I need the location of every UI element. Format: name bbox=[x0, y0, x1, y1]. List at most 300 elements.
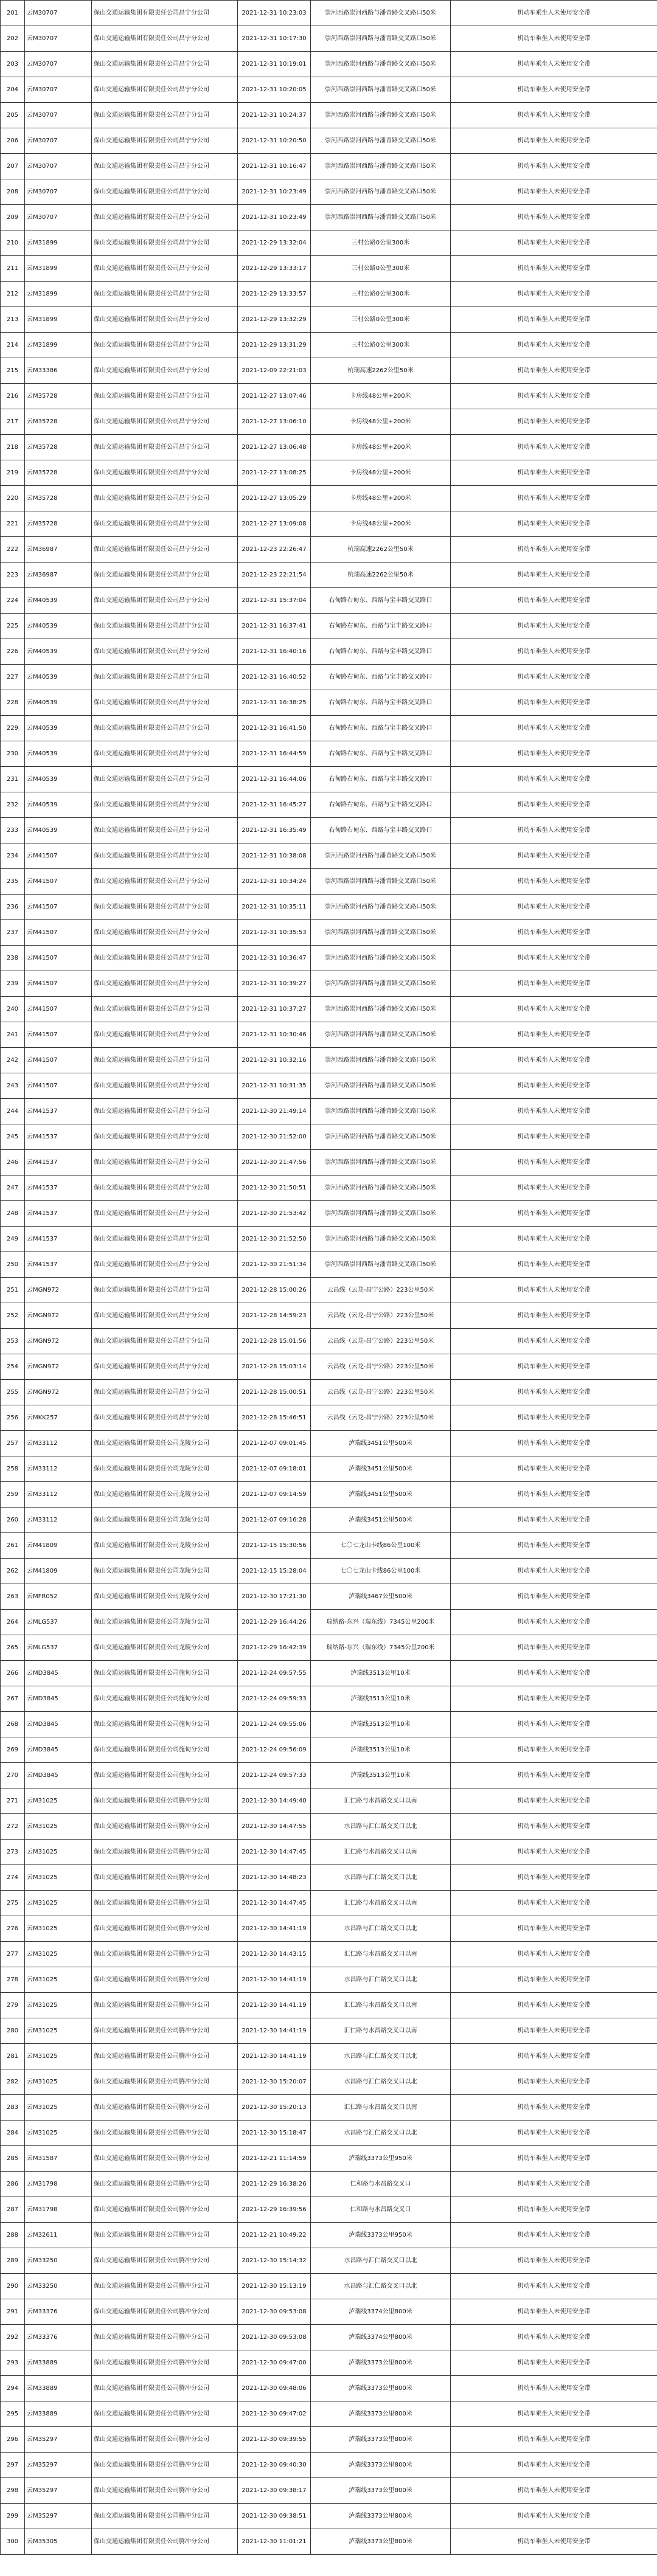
table-row bbox=[1, 639, 657, 665]
cell-location: 云昌线（云龙-昌宁公路）223公里50米 bbox=[311, 1278, 451, 1303]
cell-company: 保山交通运输集团有限责任公司腾冲分公司 bbox=[92, 2044, 238, 2069]
cell-violation-type: 机动车乘坐人未使用安全带 bbox=[451, 1099, 657, 1124]
table-row bbox=[1, 895, 657, 920]
cell-violation-type: 机动车乘坐人未使用安全带 bbox=[451, 2248, 657, 2274]
cell-company: 保山交通运输集团有限责任公司昌宁分公司 bbox=[92, 358, 238, 384]
cell-location: 右甸路右甸东、西路与宝丰路交叉路口 bbox=[311, 716, 451, 741]
cell-violation-time: 2021-12-31 10:35:53 bbox=[238, 920, 311, 946]
cell-company: 保山交通运输集团有限责任公司腾冲分公司 bbox=[92, 2248, 238, 2274]
cell-violation-type: 机动车乘坐人未使用安全带 bbox=[451, 1840, 657, 1865]
table-row bbox=[1, 1278, 657, 1303]
cell-violation-type: 机动车乘坐人未使用安全带 bbox=[451, 2146, 657, 2172]
cell-plate-number: 云M41537 bbox=[25, 1175, 92, 1201]
table-row bbox=[1, 333, 657, 358]
cell-company: 保山交通运输集团有限责任公司昌宁分公司 bbox=[92, 435, 238, 460]
cell-plate-number: 云M40539 bbox=[25, 588, 92, 614]
cell-violation-type: 机动车乘坐人未使用安全带 bbox=[451, 1227, 657, 1252]
table-row bbox=[1, 1942, 657, 1967]
cell-plate-number: 云M41507 bbox=[25, 997, 92, 1022]
cell-company: 保山交通运输集团有限责任公司龙陵分公司 bbox=[92, 1508, 238, 1533]
table-row bbox=[1, 1456, 657, 1482]
cell-location: 崇河西路崇河西路与潘青路交叉路口50米 bbox=[311, 997, 451, 1022]
cell-violation-type: 机动车乘坐人未使用安全带 bbox=[451, 384, 657, 409]
cell-plate-number: 云M40539 bbox=[25, 690, 92, 716]
cell-violation-time: 2021-12-28 15:01:56 bbox=[238, 1329, 311, 1354]
cell-company: 保山交通运输集团有限责任公司昌宁分公司 bbox=[92, 486, 238, 511]
cell-violation-time: 2021-12-28 15:03:14 bbox=[238, 1354, 311, 1380]
cell-index: 231 bbox=[1, 767, 25, 792]
cell-company: 保山交通运输集团有限责任公司昌宁分公司 bbox=[92, 1201, 238, 1227]
cell-company: 保山交通运输集团有限责任公司腾冲分公司 bbox=[92, 2121, 238, 2146]
cell-violation-type: 机动车乘坐人未使用安全带 bbox=[451, 1635, 657, 1661]
cell-company: 保山交通运输集团有限责任公司昌宁分公司 bbox=[92, 1124, 238, 1150]
cell-plate-number: 云M31025 bbox=[25, 2069, 92, 2095]
table-row bbox=[1, 2325, 657, 2350]
cell-index: 297 bbox=[1, 2453, 25, 2478]
cell-violation-time: 2021-12-31 16:37:41 bbox=[238, 614, 311, 639]
cell-plate-number: 云M32611 bbox=[25, 2223, 92, 2248]
table-row bbox=[1, 1967, 657, 1993]
cell-violation-type: 机动车乘坐人未使用安全带 bbox=[451, 103, 657, 128]
cell-location: 七〇七龙山卡线86公里100米 bbox=[311, 1559, 451, 1584]
table-row bbox=[1, 665, 657, 690]
cell-plate-number: 云M40539 bbox=[25, 741, 92, 767]
table-row bbox=[1, 1508, 657, 1533]
cell-index: 261 bbox=[1, 1533, 25, 1559]
cell-company: 保山交通运输集团有限责任公司昌宁分公司 bbox=[92, 1354, 238, 1380]
cell-plate-number: 云M30707 bbox=[25, 77, 92, 103]
cell-plate-number: 云M35297 bbox=[25, 2478, 92, 2504]
cell-violation-time: 2021-12-30 09:38:51 bbox=[238, 2504, 311, 2529]
cell-violation-type: 机动车乘坐人未使用安全带 bbox=[451, 614, 657, 639]
cell-location: 泸瑞线3451公里500米 bbox=[311, 1508, 451, 1533]
table-row bbox=[1, 1201, 657, 1227]
cell-plate-number: 云M31025 bbox=[25, 2018, 92, 2044]
cell-violation-time: 2021-12-23 22:21:54 bbox=[238, 563, 311, 588]
cell-violation-time: 2021-12-24 09:57:33 bbox=[238, 1763, 311, 1788]
cell-company: 保山交通运输集团有限责任公司昌宁分公司 bbox=[92, 26, 238, 52]
cell-plate-number: 云M41537 bbox=[25, 1252, 92, 1278]
cell-plate-number: 云M41809 bbox=[25, 1533, 92, 1559]
cell-index: 258 bbox=[1, 1456, 25, 1482]
cell-company: 保山交通运输集团有限责任公司昌宁分公司 bbox=[92, 741, 238, 767]
cell-violation-time: 2021-12-31 10:23:49 bbox=[238, 205, 311, 230]
cell-company: 保山交通运输集团有限责任公司昌宁分公司 bbox=[92, 1048, 238, 1073]
cell-plate-number: 云MD3845 bbox=[25, 1686, 92, 1712]
cell-company: 保山交通运输集团有限责任公司腾冲分公司 bbox=[92, 1942, 238, 1967]
cell-violation-time: 2021-12-31 16:40:52 bbox=[238, 665, 311, 690]
cell-index: 281 bbox=[1, 2044, 25, 2069]
cell-plate-number: 云M31025 bbox=[25, 2044, 92, 2069]
cell-location: 右甸路右甸东、西路与宝丰路交叉路口 bbox=[311, 741, 451, 767]
cell-violation-time: 2021-12-30 14:47:45 bbox=[238, 1840, 311, 1865]
cell-location: 卡房线48公里+200米 bbox=[311, 511, 451, 537]
cell-location: 右甸路右甸东、西路与宝丰路交叉路口 bbox=[311, 614, 451, 639]
cell-violation-type: 机动车乘坐人未使用安全带 bbox=[451, 2376, 657, 2401]
cell-index: 220 bbox=[1, 486, 25, 511]
cell-index: 243 bbox=[1, 1073, 25, 1099]
cell-company: 保山交通运输集团有限责任公司昌宁分公司 bbox=[92, 1, 238, 26]
cell-violation-time: 2021-12-31 16:41:50 bbox=[238, 716, 311, 741]
table-row bbox=[1, 1916, 657, 1942]
cell-violation-type: 机动车乘坐人未使用安全带 bbox=[451, 1380, 657, 1405]
cell-index: 262 bbox=[1, 1559, 25, 1584]
cell-company: 保山交通运输集团有限责任公司腾冲分公司 bbox=[92, 2172, 238, 2197]
cell-violation-time: 2021-12-09 22:21:03 bbox=[238, 358, 311, 384]
cell-violation-time: 2021-12-07 09:16:28 bbox=[238, 1508, 311, 1533]
cell-index: 288 bbox=[1, 2223, 25, 2248]
cell-index: 224 bbox=[1, 588, 25, 614]
cell-location: 仁和路与水昌路交叉口 bbox=[311, 2197, 451, 2223]
table-row bbox=[1, 1252, 657, 1278]
table-row bbox=[1, 1099, 657, 1124]
table-row bbox=[1, 154, 657, 179]
cell-violation-time: 2021-12-31 10:39:27 bbox=[238, 971, 311, 997]
cell-plate-number: 云M40539 bbox=[25, 716, 92, 741]
cell-company: 保山交通运输集团有限责任公司腾冲分公司 bbox=[92, 1814, 238, 1840]
cell-plate-number: 云M41507 bbox=[25, 946, 92, 971]
cell-violation-type: 机动车乘坐人未使用安全带 bbox=[451, 537, 657, 563]
cell-index: 269 bbox=[1, 1737, 25, 1763]
cell-violation-time: 2021-12-31 10:34:24 bbox=[238, 869, 311, 895]
cell-violation-time: 2021-12-30 09:53:08 bbox=[238, 2325, 311, 2350]
cell-violation-type: 机动车乘坐人未使用安全带 bbox=[451, 690, 657, 716]
cell-company: 保山交通运输集团有限责任公司腾冲分公司 bbox=[92, 2069, 238, 2095]
cell-violation-time: 2021-12-30 09:47:00 bbox=[238, 2350, 311, 2376]
cell-violation-type: 机动车乘坐人未使用安全带 bbox=[451, 869, 657, 895]
cell-violation-type: 机动车乘坐人未使用安全带 bbox=[451, 486, 657, 511]
cell-index: 267 bbox=[1, 1686, 25, 1712]
table-row bbox=[1, 205, 657, 230]
cell-company: 保山交通运输集团有限责任公司龙陵分公司 bbox=[92, 1584, 238, 1610]
cell-violation-time: 2021-12-30 09:39:55 bbox=[238, 2427, 311, 2453]
cell-violation-time: 2021-12-24 09:59:33 bbox=[238, 1686, 311, 1712]
table-row bbox=[1, 1354, 657, 1380]
cell-index: 273 bbox=[1, 1840, 25, 1865]
table-row bbox=[1, 2197, 657, 2223]
cell-violation-type: 机动车乘坐人未使用安全带 bbox=[451, 1201, 657, 1227]
cell-company: 保山交通运输集团有限责任公司昌宁分公司 bbox=[92, 946, 238, 971]
cell-index: 257 bbox=[1, 1431, 25, 1456]
cell-violation-time: 2021-12-07 09:18:01 bbox=[238, 1456, 311, 1482]
table-row bbox=[1, 1380, 657, 1405]
cell-company: 保山交通运输集团有限责任公司昌宁分公司 bbox=[92, 869, 238, 895]
cell-plate-number: 云M30707 bbox=[25, 154, 92, 179]
cell-company: 保山交通运输集团有限责任公司腾冲分公司 bbox=[92, 2274, 238, 2299]
cell-company: 保山交通运输集团有限责任公司昌宁分公司 bbox=[92, 307, 238, 333]
cell-violation-time: 2021-12-30 14:47:55 bbox=[238, 1814, 311, 1840]
table-row bbox=[1, 818, 657, 843]
cell-company: 保山交通运输集团有限责任公司腾冲分公司 bbox=[92, 2018, 238, 2044]
cell-index: 259 bbox=[1, 1482, 25, 1508]
cell-plate-number: 云M31899 bbox=[25, 307, 92, 333]
table-row bbox=[1, 2299, 657, 2325]
table-row bbox=[1, 767, 657, 792]
cell-violation-type: 机动车乘坐人未使用安全带 bbox=[451, 154, 657, 179]
cell-violation-type: 机动车乘坐人未使用安全带 bbox=[451, 767, 657, 792]
cell-company: 保山交通运输集团有限责任公司昌宁分公司 bbox=[92, 1150, 238, 1175]
cell-plate-number: 云M30707 bbox=[25, 52, 92, 77]
table-row bbox=[1, 26, 657, 52]
cell-company: 保山交通运输集团有限责任公司昌宁分公司 bbox=[92, 1099, 238, 1124]
cell-plate-number: 云M31899 bbox=[25, 230, 92, 256]
cell-violation-type: 机动车乘坐人未使用安全带 bbox=[451, 52, 657, 77]
cell-plate-number: 云M41507 bbox=[25, 1073, 92, 1099]
table-row bbox=[1, 511, 657, 537]
cell-violation-type: 机动车乘坐人未使用安全带 bbox=[451, 665, 657, 690]
cell-index: 266 bbox=[1, 1661, 25, 1686]
table-row bbox=[1, 1635, 657, 1661]
cell-violation-type: 机动车乘坐人未使用安全带 bbox=[451, 1788, 657, 1814]
table-row bbox=[1, 1048, 657, 1073]
cell-plate-number: 云MD3845 bbox=[25, 1712, 92, 1737]
cell-index: 216 bbox=[1, 384, 25, 409]
cell-index: 268 bbox=[1, 1712, 25, 1737]
cell-location: 卡房线48公里+200米 bbox=[311, 384, 451, 409]
cell-index: 204 bbox=[1, 77, 25, 103]
cell-violation-time: 2021-12-27 13:09:08 bbox=[238, 511, 311, 537]
cell-index: 296 bbox=[1, 2427, 25, 2453]
cell-location: 泸瑞线3513公里10米 bbox=[311, 1712, 451, 1737]
cell-index: 219 bbox=[1, 460, 25, 486]
cell-location: 卡房线48公里+200米 bbox=[311, 486, 451, 511]
table-row bbox=[1, 690, 657, 716]
cell-location: 泸瑞线3467公里500米 bbox=[311, 1584, 451, 1610]
cell-violation-type: 机动车乘坐人未使用安全带 bbox=[451, 2044, 657, 2069]
cell-violation-time: 2021-12-28 15:00:26 bbox=[238, 1278, 311, 1303]
cell-company: 保山交通运输集团有限责任公司昌宁分公司 bbox=[92, 843, 238, 869]
table-row bbox=[1, 307, 657, 333]
cell-location: 卡房线48公里+200米 bbox=[311, 460, 451, 486]
cell-violation-time: 2021-12-29 16:44:26 bbox=[238, 1610, 311, 1635]
cell-violation-type: 机动车乘坐人未使用安全带 bbox=[451, 920, 657, 946]
cell-violation-type: 机动车乘坐人未使用安全带 bbox=[451, 1303, 657, 1329]
cell-company: 保山交通运输集团有限责任公司昌宁分公司 bbox=[92, 920, 238, 946]
cell-violation-type: 机动车乘坐人未使用安全带 bbox=[451, 435, 657, 460]
cell-location: 崇河西路崇河西路与潘青路交叉路口50米 bbox=[311, 1227, 451, 1252]
cell-location: 崇河西路崇河西路与潘青路交叉路口50米 bbox=[311, 1099, 451, 1124]
cell-violation-type: 机动车乘坐人未使用安全带 bbox=[451, 358, 657, 384]
cell-violation-type: 机动车乘坐人未使用安全带 bbox=[451, 997, 657, 1022]
cell-violation-time: 2021-12-31 10:36:47 bbox=[238, 946, 311, 971]
cell-company: 保山交通运输集团有限责任公司施甸分公司 bbox=[92, 1661, 238, 1686]
cell-plate-number: 云M31899 bbox=[25, 256, 92, 282]
cell-plate-number: 云M41537 bbox=[25, 1124, 92, 1150]
cell-location: 泸瑞线3374公里800米 bbox=[311, 2325, 451, 2350]
cell-plate-number: 云M35728 bbox=[25, 384, 92, 409]
cell-violation-type: 机动车乘坐人未使用安全带 bbox=[451, 1993, 657, 2018]
cell-index: 208 bbox=[1, 179, 25, 205]
cell-company: 保山交通运输集团有限责任公司昌宁分公司 bbox=[92, 895, 238, 920]
cell-location: 崇河西路崇河西路与潘青路交叉路口50米 bbox=[311, 52, 451, 77]
cell-company: 保山交通运输集团有限责任公司施甸分公司 bbox=[92, 1712, 238, 1737]
cell-violation-type: 机动车乘坐人未使用安全带 bbox=[451, 1712, 657, 1737]
cell-violation-type: 机动车乘坐人未使用安全带 bbox=[451, 1508, 657, 1533]
cell-index: 209 bbox=[1, 205, 25, 230]
cell-index: 285 bbox=[1, 2146, 25, 2172]
cell-location: 三村公路0公里300米 bbox=[311, 333, 451, 358]
cell-location: 崇河西路崇河西路与潘青路交叉路口50米 bbox=[311, 128, 451, 154]
cell-index: 227 bbox=[1, 665, 25, 690]
cell-location: 汇仁路与水昌路交叉口以南 bbox=[311, 2018, 451, 2044]
cell-plate-number: 云M35297 bbox=[25, 2427, 92, 2453]
cell-company: 保山交通运输集团有限责任公司昌宁分公司 bbox=[92, 1303, 238, 1329]
cell-location: 右甸路右甸东、西路与宝丰路交叉路口 bbox=[311, 588, 451, 614]
cell-index: 251 bbox=[1, 1278, 25, 1303]
cell-index: 254 bbox=[1, 1354, 25, 1380]
cell-index: 223 bbox=[1, 563, 25, 588]
cell-index: 217 bbox=[1, 409, 25, 435]
cell-company: 保山交通运输集团有限责任公司昌宁分公司 bbox=[92, 1252, 238, 1278]
table-row bbox=[1, 2453, 657, 2478]
table-body bbox=[1, 1, 657, 2555]
table-row bbox=[1, 1814, 657, 1840]
table-row bbox=[1, 103, 657, 128]
cell-index: 276 bbox=[1, 1916, 25, 1942]
cell-violation-time: 2021-12-15 15:30:56 bbox=[238, 1533, 311, 1559]
cell-index: 221 bbox=[1, 511, 25, 537]
cell-violation-type: 机动车乘坐人未使用安全带 bbox=[451, 1916, 657, 1942]
table-row bbox=[1, 2248, 657, 2274]
table-row bbox=[1, 2478, 657, 2504]
cell-violation-time: 2021-12-31 16:44:59 bbox=[238, 741, 311, 767]
cell-plate-number: 云M35297 bbox=[25, 2453, 92, 2478]
cell-company: 保山交通运输集团有限责任公司腾冲分公司 bbox=[92, 2478, 238, 2504]
cell-index: 292 bbox=[1, 2325, 25, 2350]
table-row bbox=[1, 409, 657, 435]
cell-plate-number: 云M33376 bbox=[25, 2325, 92, 2350]
cell-index: 203 bbox=[1, 52, 25, 77]
cell-violation-time: 2021-12-29 16:38:26 bbox=[238, 2172, 311, 2197]
cell-index: 282 bbox=[1, 2069, 25, 2095]
table-row bbox=[1, 1891, 657, 1916]
cell-location: 泸瑞线3451公里500米 bbox=[311, 1482, 451, 1508]
cell-index: 286 bbox=[1, 2172, 25, 2197]
cell-violation-type: 机动车乘坐人未使用安全带 bbox=[451, 1278, 657, 1303]
table-row bbox=[1, 1482, 657, 1508]
cell-violation-type: 机动车乘坐人未使用安全带 bbox=[451, 1150, 657, 1175]
cell-violation-time: 2021-12-29 16:39:56 bbox=[238, 2197, 311, 2223]
cell-violation-time: 2021-12-31 10:23:49 bbox=[238, 179, 311, 205]
cell-plate-number: 云M31899 bbox=[25, 333, 92, 358]
table-row bbox=[1, 486, 657, 511]
cell-violation-time: 2021-12-15 15:28:04 bbox=[238, 1559, 311, 1584]
cell-violation-time: 2021-12-30 21:51:34 bbox=[238, 1252, 311, 1278]
cell-violation-type: 机动车乘坐人未使用安全带 bbox=[451, 1354, 657, 1380]
cell-index: 289 bbox=[1, 2248, 25, 2274]
cell-location: 瑞纳路-东兴（瑞东线）7345公里200米 bbox=[311, 1610, 451, 1635]
cell-location: 崇河西路崇河西路与潘青路交叉路口50米 bbox=[311, 1124, 451, 1150]
cell-violation-type: 机动车乘坐人未使用安全带 bbox=[451, 1737, 657, 1763]
cell-violation-time: 2021-12-30 15:18:47 bbox=[238, 2121, 311, 2146]
cell-location: 泸瑞线3374公里800米 bbox=[311, 2299, 451, 2325]
cell-index: 228 bbox=[1, 690, 25, 716]
cell-location: 崇河西路崇河西路与潘青路交叉路口50米 bbox=[311, 920, 451, 946]
table-row bbox=[1, 1993, 657, 2018]
cell-violation-time: 2021-12-31 10:38:08 bbox=[238, 843, 311, 869]
cell-index: 277 bbox=[1, 1942, 25, 1967]
cell-plate-number: 云M35728 bbox=[25, 486, 92, 511]
cell-plate-number: 云M40539 bbox=[25, 639, 92, 665]
cell-plate-number: 云M31025 bbox=[25, 2121, 92, 2146]
cell-location: 崇河西路崇河西路与潘青路交叉路口50米 bbox=[311, 895, 451, 920]
cell-location: 水昌路与汇仁路交叉口以北 bbox=[311, 2044, 451, 2069]
cell-company: 保山交通运输集团有限责任公司龙陵分公司 bbox=[92, 1559, 238, 1584]
cell-location: 崇河西路崇河西路与潘青路交叉路口50米 bbox=[311, 1150, 451, 1175]
table-row bbox=[1, 997, 657, 1022]
cell-violation-time: 2021-12-23 22:26:47 bbox=[238, 537, 311, 563]
cell-plate-number: 云M31587 bbox=[25, 2146, 92, 2172]
cell-company: 保山交通运输集团有限责任公司昌宁分公司 bbox=[92, 282, 238, 307]
cell-location: 水昌路与汇仁路交叉口以北 bbox=[311, 2248, 451, 2274]
table-row bbox=[1, 128, 657, 154]
cell-plate-number: 云M31025 bbox=[25, 1967, 92, 1993]
table-row bbox=[1, 2018, 657, 2044]
cell-company: 保山交通运输集团有限责任公司龙陵分公司 bbox=[92, 1533, 238, 1559]
cell-violation-type: 机动车乘坐人未使用安全带 bbox=[451, 741, 657, 767]
cell-location: 泸瑞线3373公里800米 bbox=[311, 2427, 451, 2453]
cell-company: 保山交通运输集团有限责任公司施甸分公司 bbox=[92, 1686, 238, 1712]
cell-plate-number: 云M31025 bbox=[25, 1788, 92, 1814]
cell-plate-number: 云M30707 bbox=[25, 128, 92, 154]
cell-violation-type: 机动车乘坐人未使用安全带 bbox=[451, 2018, 657, 2044]
cell-company: 保山交通运输集团有限责任公司腾冲分公司 bbox=[92, 1967, 238, 1993]
cell-company: 保山交通运输集团有限责任公司腾冲分公司 bbox=[92, 2401, 238, 2427]
table-row bbox=[1, 358, 657, 384]
cell-violation-type: 机动车乘坐人未使用安全带 bbox=[451, 1048, 657, 1073]
cell-violation-time: 2021-12-30 09:48:06 bbox=[238, 2376, 311, 2401]
table-row bbox=[1, 537, 657, 563]
cell-index: 283 bbox=[1, 2095, 25, 2121]
cell-index: 235 bbox=[1, 869, 25, 895]
cell-plate-number: 云M31025 bbox=[25, 1865, 92, 1891]
cell-violation-type: 机动车乘坐人未使用安全带 bbox=[451, 1559, 657, 1584]
cell-location: 水昌路与汇仁路交叉口以北 bbox=[311, 2121, 451, 2146]
cell-index: 295 bbox=[1, 2401, 25, 2427]
cell-company: 保山交通运输集团有限责任公司腾冲分公司 bbox=[92, 1891, 238, 1916]
cell-plate-number: 云M33376 bbox=[25, 2299, 92, 2325]
cell-violation-type: 机动车乘坐人未使用安全带 bbox=[451, 1533, 657, 1559]
cell-violation-time: 2021-12-31 10:32:16 bbox=[238, 1048, 311, 1073]
cell-plate-number: 云M30707 bbox=[25, 179, 92, 205]
cell-violation-time: 2021-12-31 15:37:04 bbox=[238, 588, 311, 614]
cell-violation-time: 2021-12-31 10:20:05 bbox=[238, 77, 311, 103]
cell-violation-type: 机动车乘坐人未使用安全带 bbox=[451, 1124, 657, 1150]
cell-location: 泸瑞线3373公里800米 bbox=[311, 2350, 451, 2376]
cell-location: 泸瑞线3373公里950米 bbox=[311, 2146, 451, 2172]
cell-plate-number: 云M33889 bbox=[25, 2350, 92, 2376]
cell-violation-time: 2021-12-28 14:59:23 bbox=[238, 1303, 311, 1329]
cell-index: 300 bbox=[1, 2529, 25, 2555]
cell-index: 240 bbox=[1, 997, 25, 1022]
cell-violation-time: 2021-12-30 14:41:19 bbox=[238, 1967, 311, 1993]
cell-index: 264 bbox=[1, 1610, 25, 1635]
cell-location: 崇河西路崇河西路与潘青路交叉路口50米 bbox=[311, 1, 451, 26]
table-row bbox=[1, 920, 657, 946]
table-row bbox=[1, 1533, 657, 1559]
table-row bbox=[1, 2121, 657, 2146]
cell-company: 保山交通运输集团有限责任公司腾冲分公司 bbox=[92, 2350, 238, 2376]
cell-violation-time: 2021-12-21 11:14:59 bbox=[238, 2146, 311, 2172]
cell-company: 保山交通运输集团有限责任公司腾冲分公司 bbox=[92, 2299, 238, 2325]
cell-location: 泸瑞线3373公里800米 bbox=[311, 2504, 451, 2529]
cell-plate-number: 云MGN972 bbox=[25, 1329, 92, 1354]
cell-company: 保山交通运输集团有限责任公司龙陵分公司 bbox=[92, 1482, 238, 1508]
cell-plate-number: 云MD3845 bbox=[25, 1737, 92, 1763]
cell-company: 保山交通运输集团有限责任公司腾冲分公司 bbox=[92, 2529, 238, 2555]
cell-index: 230 bbox=[1, 741, 25, 767]
cell-company: 保山交通运输集团有限责任公司昌宁分公司 bbox=[92, 690, 238, 716]
